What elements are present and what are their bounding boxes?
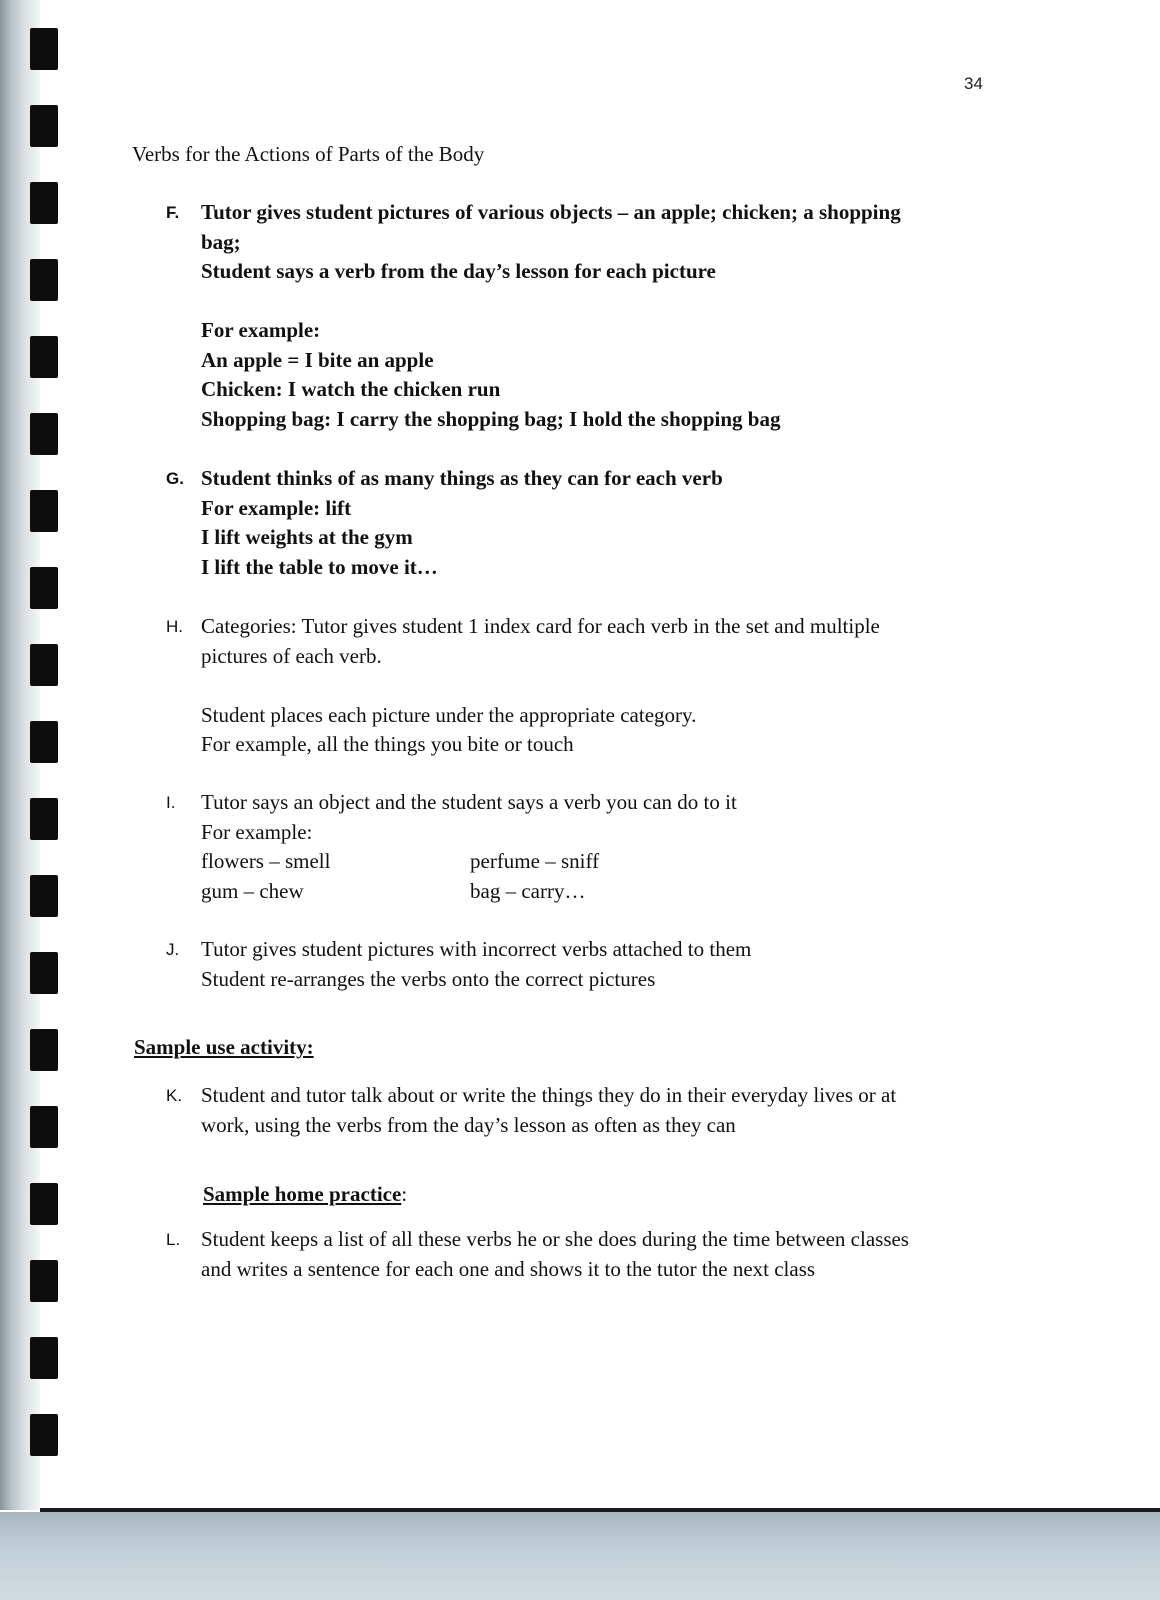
binding-coil (30, 875, 58, 917)
item-line: For example: (201, 318, 321, 342)
binding-coil (30, 567, 58, 609)
sample-use-activity-title: Sample use activity: (134, 1035, 314, 1059)
binding-coil (30, 105, 58, 147)
binding-coil (30, 182, 58, 224)
item-line: Tutor gives student pictures with incorrect verbs attached to them (201, 937, 752, 961)
item-letter: G. (166, 469, 184, 488)
binding-coil (30, 1260, 58, 1302)
page-number: 34 (964, 74, 983, 93)
item-line: Student says a verb from the day’s lesson for each picture (201, 259, 716, 283)
item-line: For example: (201, 819, 313, 844)
item-line: For example: lift (201, 495, 352, 520)
item-line: work, using the verbs from the day’s lesson as often as they can (201, 1112, 736, 1137)
sample-home-practice-colon: : (401, 1182, 408, 1206)
item-line: Student re-arranges the verbs onto the correct pictures (201, 966, 656, 991)
example-pair-row (201, 877, 971, 907)
binding-coil (30, 798, 58, 840)
binding-coil (30, 413, 58, 455)
item-letter: I. (166, 793, 176, 812)
binding-coil (30, 1183, 58, 1225)
item-line: bag; (201, 229, 241, 254)
binding-coil (30, 1029, 58, 1071)
binding-coil (30, 1106, 58, 1148)
binding-coil (30, 28, 58, 70)
sample-home-practice-label: Sample home practice (203, 1182, 402, 1206)
example-object-verb: bag – carry… (470, 878, 586, 903)
item-letter: K. (166, 1086, 183, 1105)
item-line: Tutor gives student pictures of various objects – an apple; chicken; a shopping (201, 200, 901, 224)
item-line: and writes a sentence for each one and shows it to the tutor the next class (201, 1256, 816, 1281)
binding-coil (30, 259, 58, 301)
item-line: Student places each picture under the appropriate category. (201, 702, 697, 727)
scanner-background (0, 1512, 1160, 1600)
binding-coil (30, 721, 58, 763)
example-object-verb: flowers – smell (201, 849, 331, 873)
item-line: Chicken: I watch the chicken run (201, 377, 501, 401)
binding-coil (30, 644, 58, 686)
item-line: Student keeps a list of all these verbs he or she does during the time between classes (201, 1227, 909, 1251)
binding-coil (30, 336, 58, 378)
sample-home-practice-title (203, 1182, 407, 1207)
item-letter: F. (166, 203, 180, 222)
item-line: Student and tutor talk about or write the things they do in their everyday lives or at (201, 1083, 897, 1107)
example-pair-row (201, 847, 971, 877)
binding-coil (30, 1337, 58, 1379)
item-line: I lift weights at the gym (201, 525, 413, 549)
item-line: I lift the table to move it… (201, 554, 438, 579)
binding-coil (30, 1414, 58, 1456)
item-line: Tutor says an object and the student says a verb you can do to it (201, 790, 737, 814)
item-line: For example, all the things you bite or touch (201, 732, 574, 756)
spiral-binding (0, 0, 40, 1510)
example-object-verb: gum – chew (201, 878, 304, 903)
item-letter: J. (166, 940, 180, 959)
item-line: Categories: Tutor gives student 1 index card for each verb in the set and multiple (201, 614, 880, 638)
binding-coil (30, 490, 58, 532)
page-heading: Verbs for the Actions of Parts of the Body (132, 142, 485, 166)
item-line: An apple = I bite an apple (201, 347, 434, 372)
example-object-verb: perfume – sniff (470, 849, 600, 873)
item-line: Shopping bag: I carry the shopping bag; I hold the shopping bag (201, 406, 781, 431)
item-letter: L. (166, 1230, 181, 1249)
item-line: pictures of each verb. (201, 643, 382, 668)
item-line: Student thinks of as many things as they can for each verb (201, 466, 723, 490)
binding-coil (30, 952, 58, 994)
item-letter: H. (166, 617, 183, 636)
